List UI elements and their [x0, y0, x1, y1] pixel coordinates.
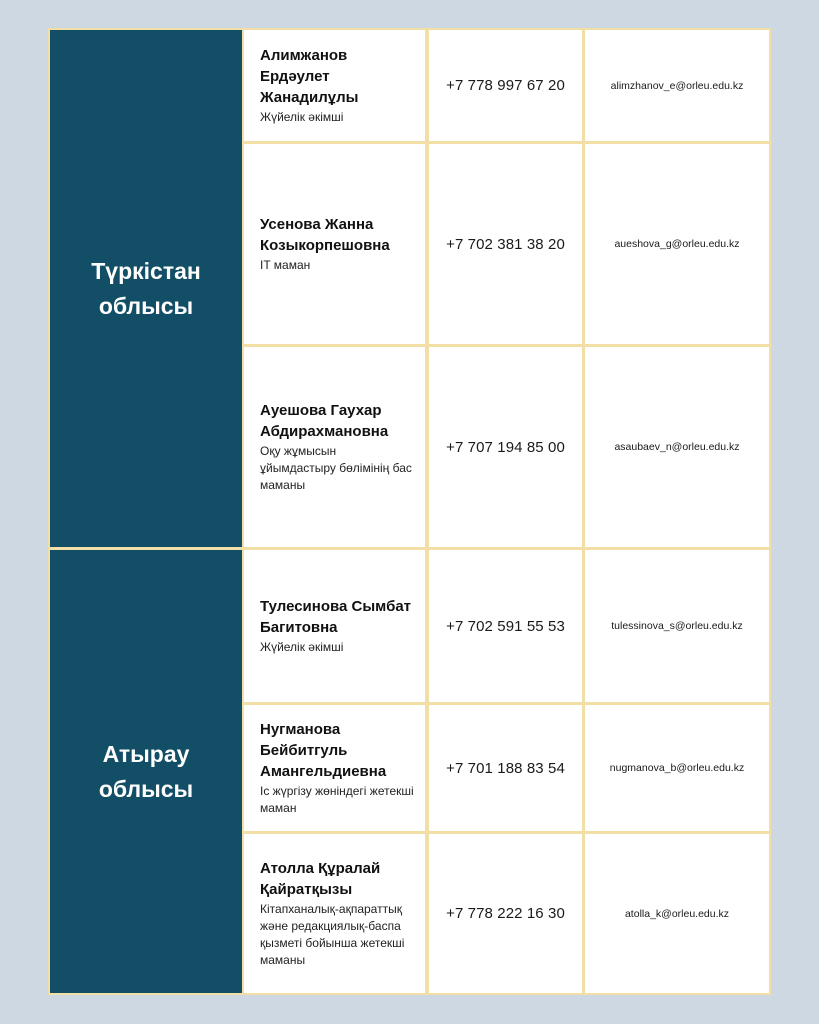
- email-address: asaubaev_n@orleu.edu.kz: [614, 441, 740, 453]
- table-row: [244, 550, 769, 702]
- phone-number: +7 701 188 83 54: [446, 759, 565, 777]
- email-cell: [585, 550, 769, 702]
- email-cell: [585, 347, 769, 547]
- phone-number: +7 778 997 67 20: [446, 77, 565, 94]
- region-name: Атырау облысы: [98, 740, 194, 802]
- phone-cell: [429, 144, 582, 344]
- phone-number: +7 702 591 55 53: [446, 617, 565, 635]
- person-cell: [244, 347, 425, 547]
- person-name: Тулесинова Сымбат Багитовна: [260, 598, 412, 636]
- phone-cell: [429, 834, 582, 993]
- region-cell-atyrau: [50, 550, 242, 993]
- person-cell: [244, 834, 425, 993]
- table-row: [244, 30, 769, 141]
- person-cell: [244, 705, 425, 831]
- person-name: Нугманова Бейбитгуль Амангельдиевна: [260, 721, 387, 780]
- person-name: Алимжанов Ердәулет Жанадилұлы: [260, 47, 359, 106]
- phone-number: +7 702 381 38 20: [446, 235, 565, 253]
- person-cell: [244, 30, 425, 141]
- email-address: nugmanova_b@orleu.edu.kz: [609, 762, 745, 774]
- contacts-table: [48, 28, 771, 995]
- table-row: [244, 834, 769, 993]
- person-name: Атолла Құралай Қайратқызы: [260, 860, 381, 898]
- email-address: alimzhanov_e@orleu.edu.kz: [610, 79, 744, 92]
- phone-number: +7 707 194 85 00: [446, 438, 565, 456]
- region-cell-turkistan: [50, 30, 242, 547]
- table-row: [244, 705, 769, 831]
- email-address: tulessinova_s@orleu.edu.kz: [611, 620, 743, 632]
- person-name: Ауешова Гаухар Абдирахмановна: [260, 402, 389, 440]
- person-role: Іс жүргізу жөніндегі жетекші маман: [260, 784, 414, 815]
- phone-number: +7 778 222 16 30: [446, 905, 565, 922]
- email-address: aueshova_g@orleu.edu.kz: [614, 238, 740, 250]
- phone-cell: [429, 705, 582, 831]
- phone-cell: [429, 550, 582, 702]
- phone-cell: [429, 30, 582, 141]
- table-row: [244, 347, 769, 547]
- email-cell: [585, 705, 769, 831]
- email-cell: [585, 30, 769, 141]
- phone-cell: [429, 347, 582, 547]
- table-row: [244, 144, 769, 344]
- person-cell: [244, 550, 425, 702]
- person-name: Усенова Жанна Козыкорпешовна: [260, 216, 390, 254]
- person-role: Жүйелік әкімші: [260, 640, 344, 654]
- email-address: atolla_k@orleu.edu.kz: [624, 907, 730, 920]
- person-role: Кітапханалық-ақпараттық және редакциялық-баспа қызметі бойынша жетекші маманы: [260, 902, 405, 967]
- person-role: IT маман: [260, 258, 311, 272]
- email-cell: [585, 834, 769, 993]
- person-role: Оқу жұмысын ұйымдастыру бөлімінің бас маманы: [260, 444, 412, 492]
- region-name: Түркістан облысы: [91, 257, 201, 319]
- email-cell: [585, 144, 769, 344]
- person-role: Жүйелік әкімші: [260, 110, 344, 124]
- person-cell: [244, 144, 425, 344]
